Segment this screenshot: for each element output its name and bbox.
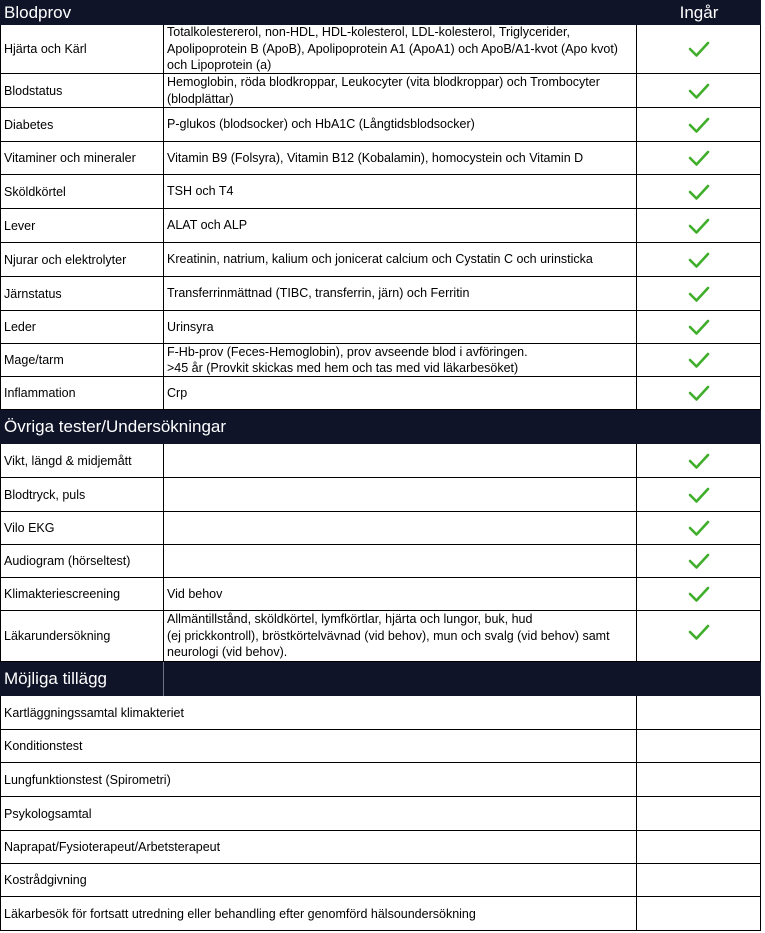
included-cell (637, 578, 761, 611)
included-cell (637, 175, 761, 209)
row-label: Mage/tarm (0, 344, 164, 377)
table-row (0, 25, 761, 74)
check-icon (688, 285, 710, 303)
table-row (0, 864, 761, 897)
included-cell (637, 611, 761, 662)
row-description (164, 545, 637, 578)
included-cell (637, 142, 761, 175)
check-icon (688, 82, 710, 100)
included-cell (637, 797, 761, 831)
row-label: Leder (0, 311, 164, 344)
row-label: Audiogram (hörseltest) (0, 545, 164, 578)
section-title: Möjliga tillägg (4, 669, 107, 688)
check-icon (688, 149, 710, 167)
section-title: Övriga tester/Undersökningar (4, 417, 227, 436)
row-label: Sköldkörtel (0, 175, 164, 209)
included-cell (637, 243, 761, 277)
table-row (0, 512, 761, 545)
check-icon (688, 519, 710, 537)
included-cell (637, 730, 761, 763)
check-icon (688, 318, 710, 336)
row-label: Kartläggningssamtal klimakteriet (0, 696, 637, 730)
included-cell (637, 763, 761, 797)
check-icon (688, 251, 710, 269)
table-row (0, 444, 761, 478)
row-label: Blodstatus (0, 74, 164, 108)
table-row (0, 209, 761, 243)
check-icon (688, 183, 710, 201)
table-row (0, 377, 761, 410)
row-label: Inflammation (0, 377, 164, 410)
check-icon (688, 623, 710, 641)
row-label: Njurar och elektrolyter (0, 243, 164, 277)
check-icon (688, 585, 710, 603)
included-cell (637, 74, 761, 108)
row-label: Läkarundersökning (0, 611, 164, 662)
included-column-header: Ingår (679, 2, 719, 22)
row-description: Urinsyra (164, 311, 637, 344)
table-row (0, 277, 761, 311)
check-icon (688, 486, 710, 504)
included-cell (637, 344, 761, 377)
included-cell (637, 864, 761, 897)
table-row (0, 175, 761, 209)
table-row (0, 763, 761, 797)
row-description (164, 444, 637, 478)
row-description: TSH och T4 (164, 175, 637, 209)
included-cell (637, 512, 761, 545)
row-description: Vitamin B9 (Folsyra), Vitamin B12 (Kobalamin), homocystein och Vitamin D (164, 142, 637, 175)
table-row (0, 797, 761, 831)
included-cell (637, 209, 761, 243)
row-label: Läkarbesök för fortsatt utredning eller behandling efter genomförd hälsoundersökning (0, 897, 637, 931)
row-description: F-Hb-prov (Feces-Hemoglobin), prov avseende blod i avföringen. >45 år (Provkit skickas med hem och tas med vid läkarbesöket) (164, 344, 637, 377)
header-divider (163, 662, 164, 696)
row-description: Vid behov (164, 578, 637, 611)
included-cell (637, 377, 761, 410)
included-cell (637, 696, 761, 730)
row-label: Vilo EKG (0, 512, 164, 545)
row-label: Psykologsamtal (0, 797, 637, 831)
row-description: ALAT och ALP (164, 209, 637, 243)
row-label: Naprapat/Fysioterapeut/Arbetsterapeut (0, 831, 637, 864)
table-row (0, 545, 761, 578)
check-icon (688, 217, 710, 235)
section-title: Blodprov (4, 2, 72, 22)
included-cell (637, 478, 761, 512)
row-label: Lever (0, 209, 164, 243)
table-row (0, 478, 761, 512)
included-cell (637, 277, 761, 311)
check-icon (688, 351, 710, 369)
table-row (0, 831, 761, 864)
table-row (0, 611, 761, 662)
row-label: Konditionstest (0, 730, 637, 763)
check-icon (688, 40, 710, 58)
table-row (0, 108, 761, 142)
table-row (0, 311, 761, 344)
row-label: Hjärta och Kärl (0, 25, 164, 74)
table-row (0, 74, 761, 108)
table-row (0, 344, 761, 377)
check-icon (688, 384, 710, 402)
table-row (0, 243, 761, 277)
row-label: Vitaminer och mineraler (0, 142, 164, 175)
included-cell (637, 444, 761, 478)
row-description: Transferrinmättnad (TIBC, transferrin, järn) och Ferritin (164, 277, 637, 311)
row-label: Blodtryck, puls (0, 478, 164, 512)
table-row (0, 142, 761, 175)
row-label: Kostrådgivning (0, 864, 637, 897)
check-icon (688, 116, 710, 134)
check-icon (688, 552, 710, 570)
table-row (0, 730, 761, 763)
included-cell (637, 108, 761, 142)
included-cell (637, 311, 761, 344)
included-cell (637, 831, 761, 864)
row-description: Kreatinin, natrium, kalium och jonicerat calcium och Cystatin C och urinsticka (164, 243, 637, 277)
row-label: Klimakteriescreening (0, 578, 164, 611)
included-cell (637, 545, 761, 578)
row-label: Lungfunktionstest (Spirometri) (0, 763, 637, 797)
table-row (0, 578, 761, 611)
row-description: Hemoglobin, röda blodkroppar, Leukocyter (vita blodkroppar) och Trombocyter (blodplättar) (164, 74, 637, 108)
row-description (164, 512, 637, 545)
row-description: Crp (164, 377, 637, 410)
row-description: Totalkolestererol, non-HDL, HDL-kolesterol, LDL-kolesterol, Triglycerider, Apolipoprotein B (ApoB), Apolipoprotein A1 (ApoA1) och ApoB/A1-kvot (Apo kvot) och Lipoprotein (a) (164, 25, 637, 74)
row-label: Järnstatus (0, 277, 164, 311)
section-header-ovriga (0, 410, 761, 444)
table-row (0, 897, 761, 931)
check-icon (688, 452, 710, 470)
row-description: P-glukos (blodsocker) och HbA1C (Långtidsblodsocker) (164, 108, 637, 142)
row-label: Vikt, längd & midjemått (0, 444, 164, 478)
included-cell (637, 25, 761, 74)
row-description: Allmäntillstånd, sköldkörtel, lymfkörtlar, hjärta och lungor, buk, hud (ej prickkontroll), bröstkörtelvävnad (vid behov), mun och svalg (vid behov) samt neurologi (vid behov). (164, 611, 637, 662)
section-header-tillagg (0, 662, 761, 696)
row-label: Diabetes (0, 108, 164, 142)
included-cell (637, 897, 761, 931)
table-row (0, 696, 761, 730)
section-header-blodprov (0, 0, 761, 25)
row-description (164, 478, 637, 512)
